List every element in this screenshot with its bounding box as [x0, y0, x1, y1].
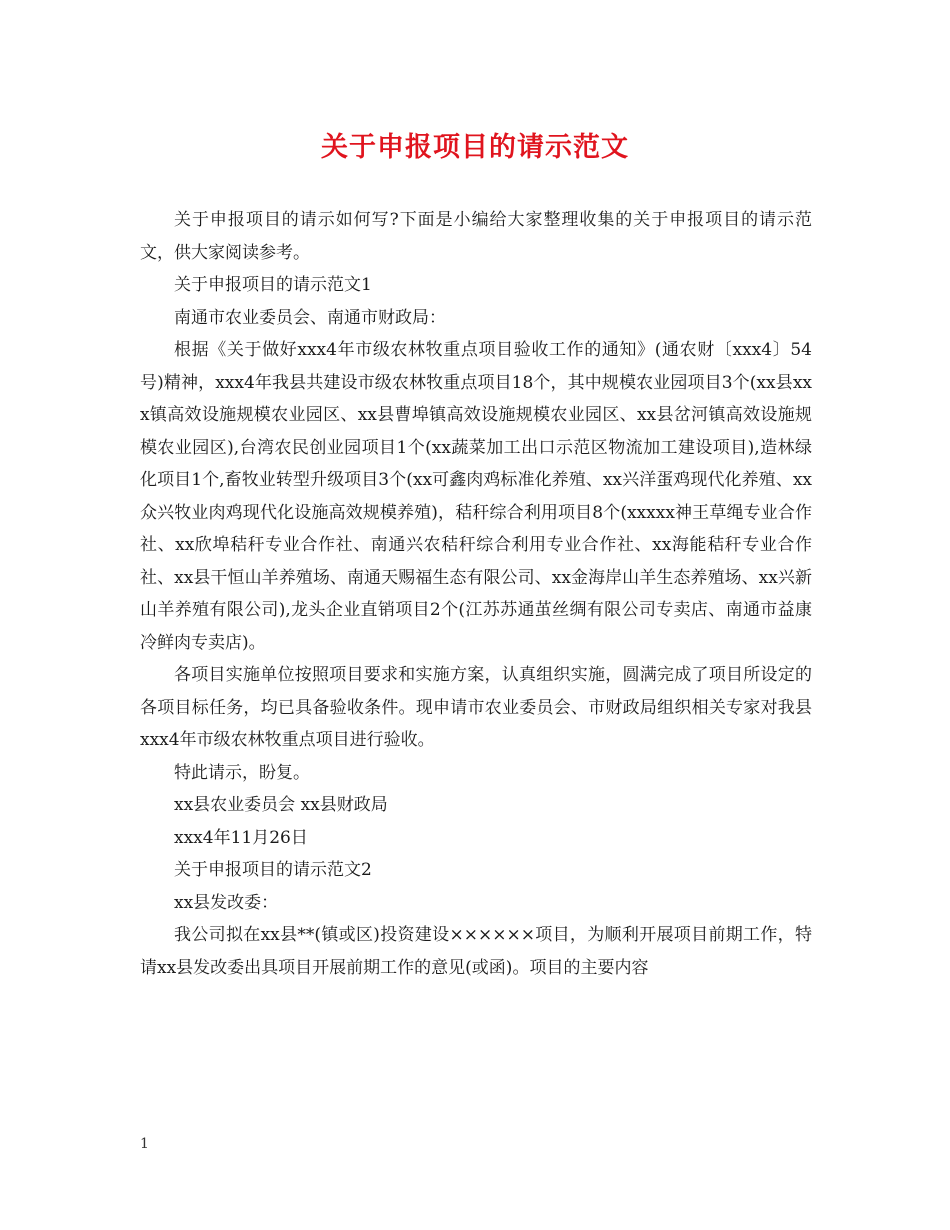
intro-paragraph: 关于申报项目的请示如何写?下面是小编给大家整理收集的关于申报项目的请示范文，供大家阅读参考。	[140, 210, 812, 263]
signature-line: xx县农业委员会 xx县财政局	[174, 795, 388, 815]
closing-line: 特此请示，盼复。	[174, 762, 310, 783]
date-line: xxx4年11月26日	[174, 827, 308, 848]
section-heading-1: 关于申报项目的请示范文1	[174, 275, 372, 295]
body-paragraph-application: 我公司拟在xx县**(镇或区)投资建设××××××项目，为顺利开展项目前期工作，特请xx县发改委出具项目开展前期工作的意见(或函)。项目的主要内容	[140, 925, 812, 978]
page-number: 1	[140, 1136, 149, 1152]
document-title: 关于申报项目的请示范文	[321, 132, 629, 163]
salutation-2: xx县发改委：	[174, 892, 279, 913]
salutation-1: 南通市农业委员会、南通市财政局：	[174, 307, 446, 328]
section-heading-2: 关于申报项目的请示范文2	[174, 860, 372, 880]
body-paragraph-request: 各项目实施单位按照项目要求和实施方案，认真组织实施，圆满完成了项目所设定的各项目标任务，均已具备验收条件。现申请市农业委员会、市财政局组织相关专家对我县xxx4年市级农林牧重点项目进行验收。	[140, 665, 812, 750]
document-body	[140, 204, 812, 984]
body-paragraph-projects: 根据《关于做好xxx4年市级农林牧重点项目验收工作的通知》(通农财〔xxx4〕54号)精神，xxx4年我县共建设市级农林牧重点项目18个，其中规模农业园项目3个(xx县xxx镇高效设施规模农业园区、xx县曹埠镇高效设施规模农业园区、xx县岔河镇高效设施规模农业园区),台湾农民创业园项目1个(xx蔬菜加工出口示范区物流加工建设项目),造林绿化项目1个,畜牧业转型升级项目3个(xx可鑫肉鸡标准化养殖、xx兴洋蛋鸡现代化养殖、xx众兴牧业肉鸡现代化设施高效规模养殖)，秸秆综合利用项目8个(xxxxx神王草绳专业合作社、xx欣埠秸秆专业合作社、南通兴农秸秆综合利用专业合作社、xx海能秸秆专业合作社、xx县干恒山羊养殖场、南通天赐福生态有限公司、xx金海岸山羊生态养殖场、xx兴新山羊养殖有限公司),龙头企业直销项目2个(江苏苏通茧丝绸有限公司专卖店、南通市益康冷鲜肉专卖店)。	[140, 340, 812, 653]
